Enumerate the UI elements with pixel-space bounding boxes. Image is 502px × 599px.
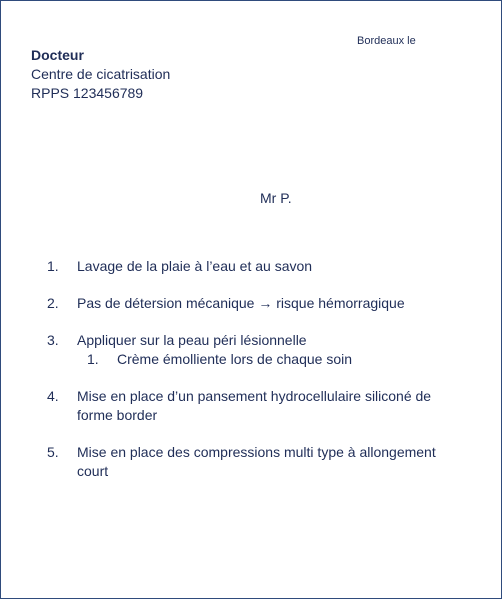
instruction-item (47, 331, 467, 369)
sender-block (31, 46, 170, 103)
instruction-item (47, 294, 467, 313)
instruction-text: Appliquer sur la peau péri lésionnelle (77, 332, 307, 348)
instruction-number: 5. (47, 444, 59, 460)
instruction-text: Pas de détersion mécanique → risque hémorragique (77, 295, 405, 311)
sub-instruction-text: Crème émolliente lors de chaque soin (117, 351, 353, 367)
instruction-item (47, 257, 467, 276)
instruction-sublist (77, 350, 467, 369)
instruction-text: Mise en place d’un pansement hydrocellulaire siliconé de forme border (77, 388, 432, 423)
sender-rpps: RPPS 123456789 (31, 85, 144, 101)
place-date: Bordeaux le (357, 35, 416, 47)
sender-department: Centre de cicatrisation (31, 66, 171, 82)
instruction-list (47, 257, 467, 499)
instruction-text: Lavage de la plaie à l’eau et au savon (77, 258, 313, 274)
sub-instruction-item (77, 350, 467, 369)
recipient-name: Mr P. (260, 190, 292, 206)
instruction-text: Mise en place des compressions multi type à allongement court (77, 444, 436, 479)
instruction-number: 3. (47, 332, 59, 348)
instruction-number: 4. (47, 388, 59, 404)
sub-instruction-number: 1. (87, 351, 99, 367)
sender-title: Docteur (31, 47, 84, 63)
instruction-item (47, 443, 467, 481)
instruction-item (47, 387, 467, 425)
instruction-number: 2. (47, 295, 59, 311)
instruction-number: 1. (47, 258, 59, 274)
